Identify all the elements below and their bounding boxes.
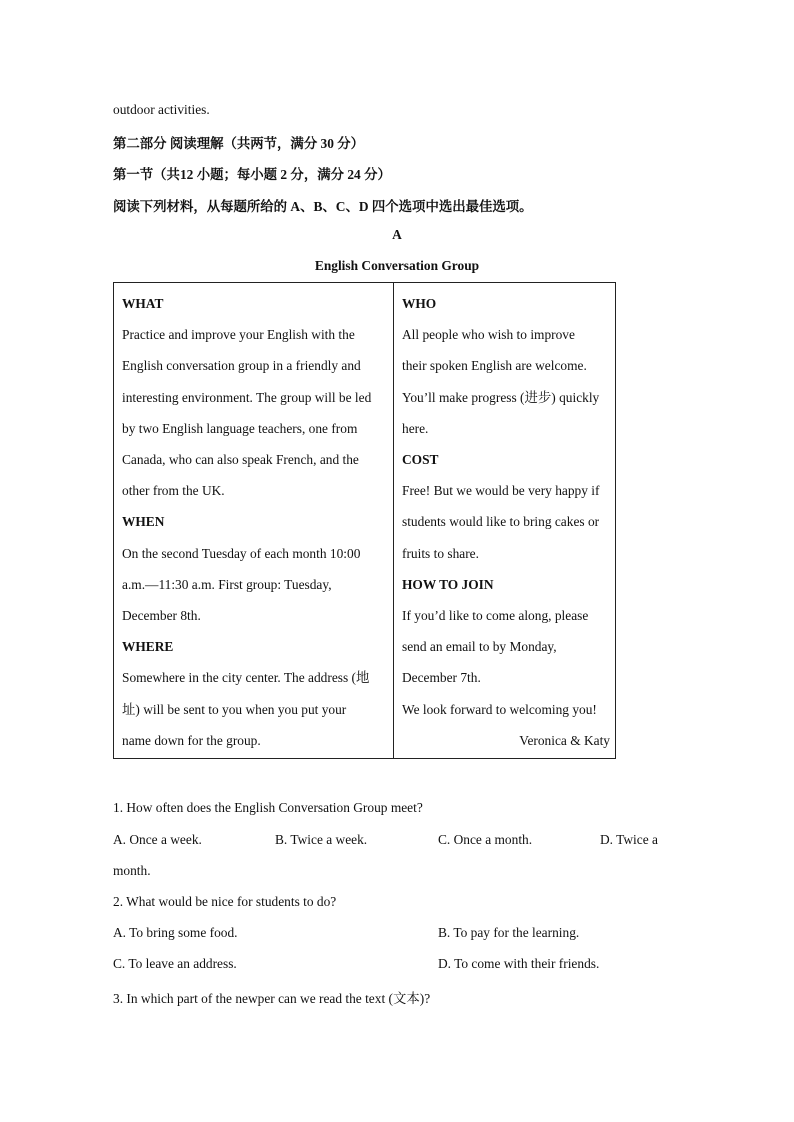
question-1-stem: 1. How often does the English Conversation Group meet? xyxy=(113,800,423,815)
question-2-option-b: B. To pay for the learning. xyxy=(438,925,580,940)
cost-line: fruits to share. xyxy=(402,545,479,561)
cost-heading: COST xyxy=(402,452,439,468)
what-line: by two English language teachers, one from xyxy=(122,420,358,436)
question-2-option-d: D. To come with their friends. xyxy=(438,956,600,971)
join-line: send an email to by Monday, xyxy=(402,639,557,655)
where-line: name down for the group. xyxy=(122,732,261,748)
question-2-stem: 2. What would be nice for students to do? xyxy=(113,894,337,909)
table-divider xyxy=(393,283,394,758)
question-1-option-d: D. Twice a xyxy=(600,832,658,847)
instructions: 阅读下列材料，从每题所给的 A、B、C、D 四个选项中选出最佳选项。 xyxy=(113,199,533,214)
what-line: interesting environment. The group will be led xyxy=(122,389,372,405)
when-line: On the second Tuesday of each month 10:00 xyxy=(122,545,361,561)
notice-table xyxy=(113,282,616,759)
passage-letter: A xyxy=(392,227,402,242)
question-3-stem: 3. In which part of the newper can we read the text (文本)? xyxy=(113,991,431,1006)
join-line: If you’d like to come along, please xyxy=(402,608,589,624)
where-line: Somewhere in the city center. The address (地 xyxy=(122,670,370,686)
who-line: here. xyxy=(402,420,429,436)
cost-line: Free! But we would be very happy if xyxy=(402,483,600,499)
section-sub-heading: 第一节（共12 小题；每小题 2 分，满分 24 分） xyxy=(113,167,391,182)
where-line: 址) will be sent to you when you put your xyxy=(122,701,347,717)
who-heading: WHO xyxy=(402,296,437,311)
cost-line: students would like to bring cakes or xyxy=(402,514,600,530)
table-left-column xyxy=(122,288,386,756)
passage-title: English Conversation Group xyxy=(314,258,480,273)
join-heading: HOW TO JOIN xyxy=(402,576,494,592)
who-line: All people who wish to improve xyxy=(402,327,575,343)
question-2-option-a: A. To bring some food. xyxy=(113,925,238,940)
join-line: We look forward to welcoming you! xyxy=(402,701,597,717)
intro-fragment: outdoor activities. xyxy=(113,102,210,117)
what-line: Canada, who can also speak French, and the xyxy=(122,452,359,468)
what-heading: WHAT xyxy=(122,296,164,311)
question-1-option-a: A. Once a week. xyxy=(113,832,202,847)
question-1-option-c: C. Once a month. xyxy=(438,832,533,847)
who-line: You’ll make progress (进步) quickly xyxy=(402,389,600,405)
what-line: English conversation group in a friendly and xyxy=(122,358,361,374)
table-right-column xyxy=(402,288,610,756)
where-heading: WHERE xyxy=(122,639,174,655)
question-2-option-c: C. To leave an address. xyxy=(113,956,237,971)
when-heading: WHEN xyxy=(122,514,165,530)
when-line: December 8th. xyxy=(122,608,201,624)
join-line: December 7th. xyxy=(402,670,481,686)
what-line: other from the UK. xyxy=(122,483,225,499)
question-1-option-d-wrap: month. xyxy=(113,863,151,878)
what-line: Practice and improve your English with the xyxy=(122,327,355,343)
section-part-heading: 第二部分 阅读理解（共两节，满分 30 分） xyxy=(113,136,365,151)
who-line: their spoken English are welcome. xyxy=(402,358,587,374)
when-line: a.m.—11:30 a.m. First group: Tuesday, xyxy=(122,576,332,592)
signature: Veronica & Katy xyxy=(519,732,610,748)
question-1-option-b: B. Twice a week. xyxy=(275,832,368,847)
